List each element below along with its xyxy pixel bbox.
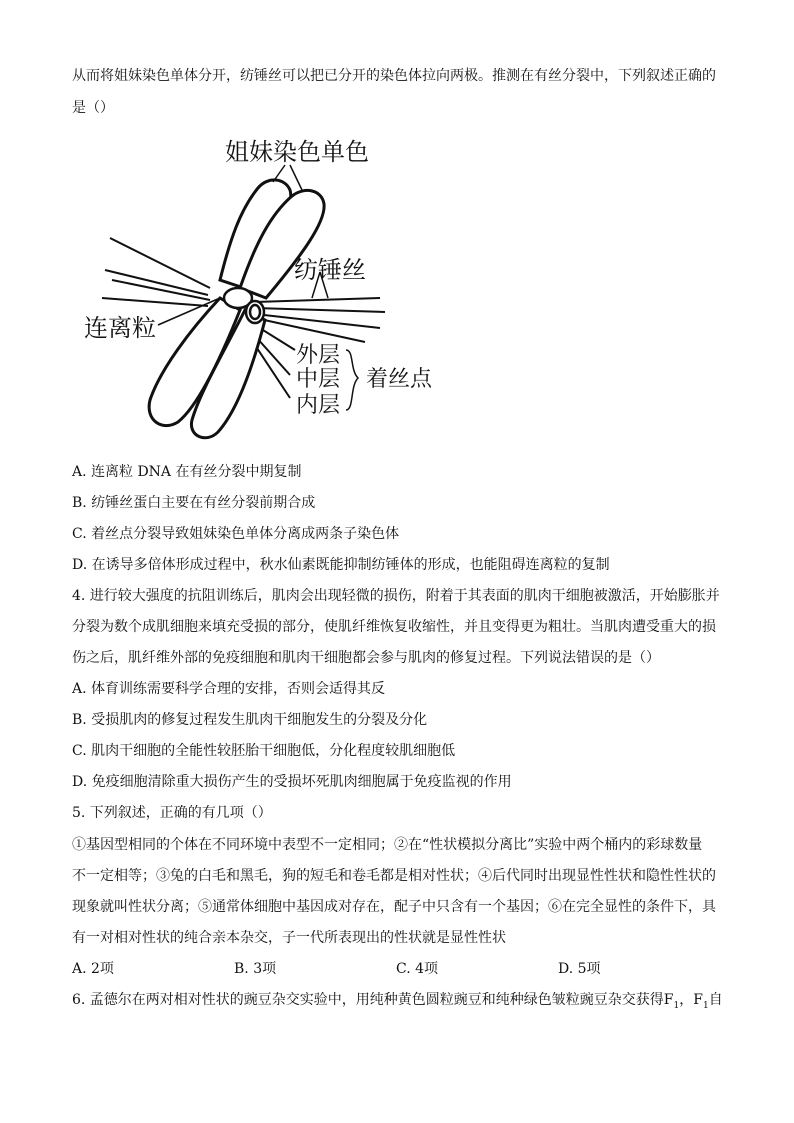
q5-option-c: C. 4项: [396, 961, 439, 977]
q6-stem: [72, 990, 732, 1016]
q6-text-mid: ，F: [679, 992, 703, 1008]
label-centromere: 连离粒: [84, 314, 156, 342]
q4-option-d: D. 免疫细胞清除重大损伤产生的受损坏死肌肉细胞属于免疫监视的作用: [72, 774, 512, 790]
label-kinetochore: 着丝点: [366, 367, 433, 392]
q5-option-d: D. 5项: [558, 961, 601, 977]
q3-option-d: D. 在诱导多倍体形成过程中，秋水仙素既能抑制纺锤体的形成，也能阻碍连离粒的复制: [72, 557, 610, 573]
q4-stem-line3: 伤之后，肌纤维外部的免疫细胞和肌肉干细胞都会参与肌肉的修复过程。下列说法错误的是（）: [72, 650, 660, 666]
q5-line3: 现象就叫性状分离；⑤通常体细胞中基因成对存在，配子中只含有一个基因；⑥在完全显性的条件下，具: [72, 899, 716, 915]
label-outer-layer: 外层: [296, 343, 341, 368]
chromosome-diagram: [80, 130, 450, 450]
q6-text-end: 自: [708, 992, 723, 1008]
q3-stem-line1: 从而将姐妹染色单体分开，纺锤丝可以把已分开的染色体拉向两极。推测在有丝分裂中，下列叙述正确的: [72, 68, 716, 84]
q5-line2: 不一定相等；③兔的白毛和黑毛，狗的短毛和卷毛都是相对性状；④后代同时出现显性性状和隐性性状的: [72, 868, 716, 884]
q5-stem: 5. 下列叙述，正确的有几项（）: [72, 805, 272, 821]
q6-sub2: 1: [702, 1000, 709, 1011]
q6-text-start: 6. 孟德尔在两对相对性状的豌豆杂交实验中，用纯种黄色圆粒豌豆和纯种绿色皱粒豌豆杂交获得F: [72, 992, 674, 1008]
q4-option-c: C. 肌肉干细胞的全能性较胚胎干细胞低，分化程度较肌细胞低: [72, 743, 456, 759]
label-sister-chromatid: 姐妹染色单色: [225, 138, 369, 166]
q3-option-c: C. 着丝点分裂导致姐妹染色单体分离成两条子染色体: [72, 526, 400, 542]
q5-line4: 有一对相对性状的纯合亲本杂交，子一代所表现出的性状就是显性性状: [72, 930, 506, 946]
q4-stem-line2: 分裂为数个成肌细胞来填充受损的部分，使肌纤维恢复收缩性，并且变得更为粗壮。当肌肉遭受重大的损: [72, 619, 716, 635]
chromosome-figure: [80, 130, 450, 450]
q3-option-a: A. 连离粒 DNA 在有丝分裂中期复制: [72, 464, 302, 480]
label-inner-layer: 内层: [296, 393, 341, 418]
kinetochore-brace: [346, 350, 358, 410]
q6-sub1: 1: [673, 1000, 680, 1011]
q5-option-b: B. 3项: [234, 961, 277, 977]
q4-option-a: A. 体育训练需要科学合理的安排，否则会适得其反: [72, 681, 386, 697]
label-spindle-fiber: 纺锤丝: [294, 256, 366, 284]
q3-option-b: B. 纺锤丝蛋白主要在有丝分裂前期合成: [72, 495, 316, 511]
spindle-fibers-left: [102, 238, 210, 306]
q5-line1: ①基因型相同的个体在不同环境中表型不一定相同；②在“性状模拟分离比”实验中两个桶内的彩球数量: [72, 837, 703, 853]
q4-stem-line1: 4. 进行较大强度的抗阻训练后，肌肉会出现轻微的损伤，附着于其表面的肌肉干细胞被激活，开始膨胀并: [72, 588, 720, 604]
q3-stem-line2: 是（）: [72, 100, 114, 116]
label-middle-layer: 中层: [296, 367, 341, 392]
q4-option-b: B. 受损肌肉的修复过程发生肌肉干细胞发生的分裂及分化: [72, 712, 428, 728]
q5-option-a: A. 2项: [72, 961, 114, 977]
